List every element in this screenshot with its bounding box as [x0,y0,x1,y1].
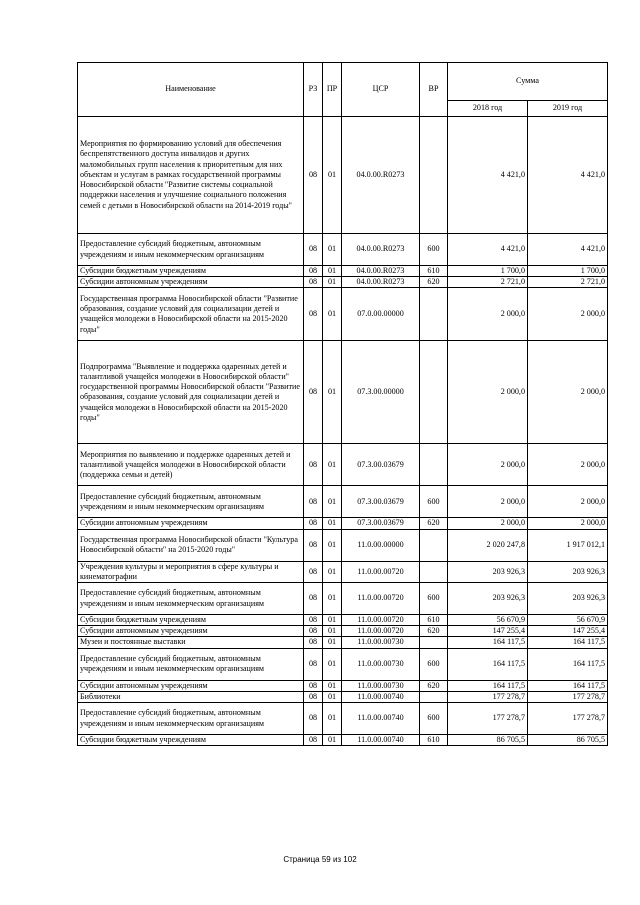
table-row [78,277,608,288]
row-rz: 08 [304,615,323,626]
row-name: Предоставление субсидий бюджетным, автономным учреждениям и иным некоммерческим организациям [78,648,304,680]
row-vr: 600 [420,486,448,518]
row-rz: 08 [304,680,323,691]
row-name: Мероприятия по формированию условий для обеспечения беспрепятственного доступа инвалидов и других маломобильных групп населения к приоритетным для них объектам и услугам в рамках государственной программы Новосибирской области "Развитие системы социальной поддержки населения и улучшение социального положения семей с детьми в Новосибирской области на 2014-2019 годы" [78,117,304,234]
row-sum-2018: 203 926,3 [448,561,528,582]
row-sum-2019: 2 721,0 [528,277,608,288]
row-pr: 01 [323,680,342,691]
header-pr: ПР [323,63,342,117]
row-rz: 08 [304,561,323,582]
row-sum-2019: 177 278,7 [528,703,608,735]
row-csr: 11.0.00.00720 [342,615,420,626]
row-sum-2019: 147 255,4 [528,626,608,637]
row-rz: 08 [304,637,323,648]
row-csr: 11.0.00.00730 [342,680,420,691]
row-sum-2019: 4 421,0 [528,234,608,266]
row-vr: 620 [420,277,448,288]
row-name: Библиотеки [78,691,304,702]
row-name: Субсидии автономным учреждениям [78,518,304,529]
row-csr: 07.3.00.03679 [342,486,420,518]
table-row [78,341,608,444]
row-sum-2019: 4 421,0 [528,117,608,234]
row-sum-2019: 2 000,0 [528,288,608,341]
row-vr: 610 [420,735,448,746]
row-csr: 04.0.00.R0273 [342,117,420,234]
row-pr: 01 [323,703,342,735]
table-row [78,648,608,680]
row-csr: 11.0.00.00720 [342,583,420,615]
header-csr: ЦСР [342,63,420,117]
row-vr [420,288,448,341]
row-vr: 600 [420,703,448,735]
row-pr: 01 [323,486,342,518]
row-vr: 600 [420,648,448,680]
table-row [78,266,608,277]
row-pr: 01 [323,266,342,277]
row-rz: 08 [304,648,323,680]
row-sum-2018: 164 117,5 [448,648,528,680]
row-rz: 08 [304,288,323,341]
row-pr: 01 [323,288,342,341]
row-rz: 08 [304,277,323,288]
row-name: Предоставление субсидий бюджетным, автономным учреждениям и иным некоммерческим организациям [78,486,304,518]
row-pr: 01 [323,615,342,626]
header-year-2018: 2018 год [448,101,528,117]
row-rz: 08 [304,444,323,486]
header-rz: РЗ [304,63,323,117]
table-row [78,615,608,626]
row-csr: 11.0.00.00740 [342,735,420,746]
row-sum-2018: 2 000,0 [448,288,528,341]
row-sum-2019: 86 705,5 [528,735,608,746]
row-csr: 11.0.00.00720 [342,561,420,582]
row-csr: 07.0.00.00000 [342,288,420,341]
row-name: Субсидии автономным учреждениям [78,626,304,637]
row-pr: 01 [323,341,342,444]
table-row [78,735,608,746]
row-pr: 01 [323,735,342,746]
row-csr: 11.0.00.00720 [342,626,420,637]
header-year-2019: 2019 год [528,101,608,117]
row-sum-2019: 164 117,5 [528,637,608,648]
row-sum-2018: 2 000,0 [448,444,528,486]
table-row [78,691,608,702]
row-pr: 01 [323,444,342,486]
table-row [78,637,608,648]
row-vr: 620 [420,518,448,529]
row-sum-2018: 2 000,0 [448,341,528,444]
row-sum-2018: 1 700,0 [448,266,528,277]
row-sum-2019: 1 700,0 [528,266,608,277]
table-row [78,288,608,341]
row-sum-2019: 2 000,0 [528,486,608,518]
row-csr: 07.3.00.03679 [342,518,420,529]
row-name: Государственная программа Новосибирской области "Культура Новосибирской области" на 2015-2020 годы" [78,529,304,561]
row-csr: 04.0.00.R0273 [342,234,420,266]
row-sum-2018: 177 278,7 [448,703,528,735]
row-rz: 08 [304,583,323,615]
row-sum-2018: 4 421,0 [448,117,528,234]
row-pr: 01 [323,117,342,234]
row-sum-2018: 2 020 247,8 [448,529,528,561]
row-sum-2018: 147 255,4 [448,626,528,637]
row-sum-2019: 203 926,3 [528,561,608,582]
row-vr: 620 [420,680,448,691]
row-vr: 610 [420,615,448,626]
row-sum-2018: 203 926,3 [448,583,528,615]
row-sum-2019: 177 278,7 [528,691,608,702]
row-sum-2018: 2 000,0 [448,518,528,529]
row-name: Музеи и постоянные выставки [78,637,304,648]
table-row [78,117,608,234]
page-footer: Страница 59 из 102 [283,855,357,864]
row-pr: 01 [323,561,342,582]
row-sum-2018: 86 705,5 [448,735,528,746]
table-row [78,703,608,735]
table-row [78,486,608,518]
row-rz: 08 [304,266,323,277]
row-vr [420,691,448,702]
row-pr: 01 [323,234,342,266]
table-row [78,626,608,637]
row-vr [420,637,448,648]
row-name: Субсидии автономным учреждениям [78,680,304,691]
row-sum-2018: 177 278,7 [448,691,528,702]
row-vr [420,117,448,234]
row-name: Предоставление субсидий бюджетным, автономным учреждениям и иным некоммерческим организациям [78,583,304,615]
row-pr: 01 [323,518,342,529]
row-rz: 08 [304,518,323,529]
header-name: Наименование [78,63,304,117]
row-csr: 07.3.00.00000 [342,341,420,444]
row-vr: 600 [420,583,448,615]
row-sum-2019: 2 000,0 [528,444,608,486]
table-row [78,561,608,582]
row-sum-2018: 4 421,0 [448,234,528,266]
budget-table [77,62,608,746]
row-csr: 11.0.00.00740 [342,691,420,702]
table-row [78,680,608,691]
row-name: Предоставление субсидий бюджетным, автономным учреждениям и иным некоммерческим организациям [78,703,304,735]
row-vr: 610 [420,266,448,277]
row-rz: 08 [304,234,323,266]
row-rz: 08 [304,735,323,746]
row-sum-2018: 164 117,5 [448,680,528,691]
row-csr: 11.0.00.00730 [342,637,420,648]
table-row [78,444,608,486]
row-rz: 08 [304,703,323,735]
row-rz: 08 [304,529,323,561]
row-rz: 08 [304,486,323,518]
row-pr: 01 [323,691,342,702]
table-row [78,583,608,615]
row-name: Субсидии автономным учреждениям [78,277,304,288]
row-name: Субсидии бюджетным учреждениям [78,615,304,626]
row-name: Субсидии бюджетным учреждениям [78,266,304,277]
row-rz: 08 [304,691,323,702]
row-csr: 04.0.00.R0273 [342,277,420,288]
row-vr [420,341,448,444]
row-csr: 07.3.00.03679 [342,444,420,486]
row-sum-2019: 56 670,9 [528,615,608,626]
row-csr: 11.0.00.00740 [342,703,420,735]
row-sum-2018: 2 000,0 [448,486,528,518]
row-vr: 600 [420,234,448,266]
row-name: Субсидии бюджетным учреждениям [78,735,304,746]
row-rz: 08 [304,341,323,444]
table-row [78,234,608,266]
header-vr: ВР [420,63,448,117]
row-rz: 08 [304,626,323,637]
table-row [78,529,608,561]
row-sum-2018: 2 721,0 [448,277,528,288]
row-vr [420,444,448,486]
row-sum-2018: 56 670,9 [448,615,528,626]
header-sum: Сумма [448,63,608,101]
row-rz: 08 [304,117,323,234]
row-vr: 620 [420,626,448,637]
row-pr: 01 [323,529,342,561]
row-csr: 11.0.00.00730 [342,648,420,680]
row-pr: 01 [323,626,342,637]
row-name: Подпрограмма "Выявление и поддержка одаренных детей и талантливой учащейся молодежи в Новосибирской области" государственной программы Новосибирской области "Развитие образования, создание условий для социализации детей и учащейся молодежи в Новосибирской области на 2015-2020 годы" [78,341,304,444]
row-sum-2019: 164 117,5 [528,680,608,691]
table-body [78,117,608,746]
row-pr: 01 [323,637,342,648]
row-sum-2019: 203 926,3 [528,583,608,615]
row-pr: 01 [323,277,342,288]
row-name: Государственная программа Новосибирской области "Развитие образования, создание условий для социализации детей и учащейся молодежи в Новосибирской области на 2015-2020 годы" [78,288,304,341]
row-name: Мероприятия по выявлению и поддержке одаренных детей и талантливой учащейся молодежи в Новосибирской области (поддержка семьи и детей) [78,444,304,486]
row-csr: 11.0.00.00000 [342,529,420,561]
row-name: Предоставление субсидий бюджетным, автономным учреждениям и иным некоммерческим организациям [78,234,304,266]
row-vr [420,561,448,582]
row-name: Учреждения культуры и мероприятия в сфере культуры и кинематографии [78,561,304,582]
row-csr: 04.0.00.R0273 [342,266,420,277]
row-pr: 01 [323,583,342,615]
row-sum-2019: 164 117,5 [528,648,608,680]
row-sum-2019: 1 917 012,1 [528,529,608,561]
row-vr [420,529,448,561]
table-row [78,518,608,529]
row-sum-2019: 2 000,0 [528,341,608,444]
row-sum-2019: 2 000,0 [528,518,608,529]
row-pr: 01 [323,648,342,680]
row-sum-2018: 164 117,5 [448,637,528,648]
